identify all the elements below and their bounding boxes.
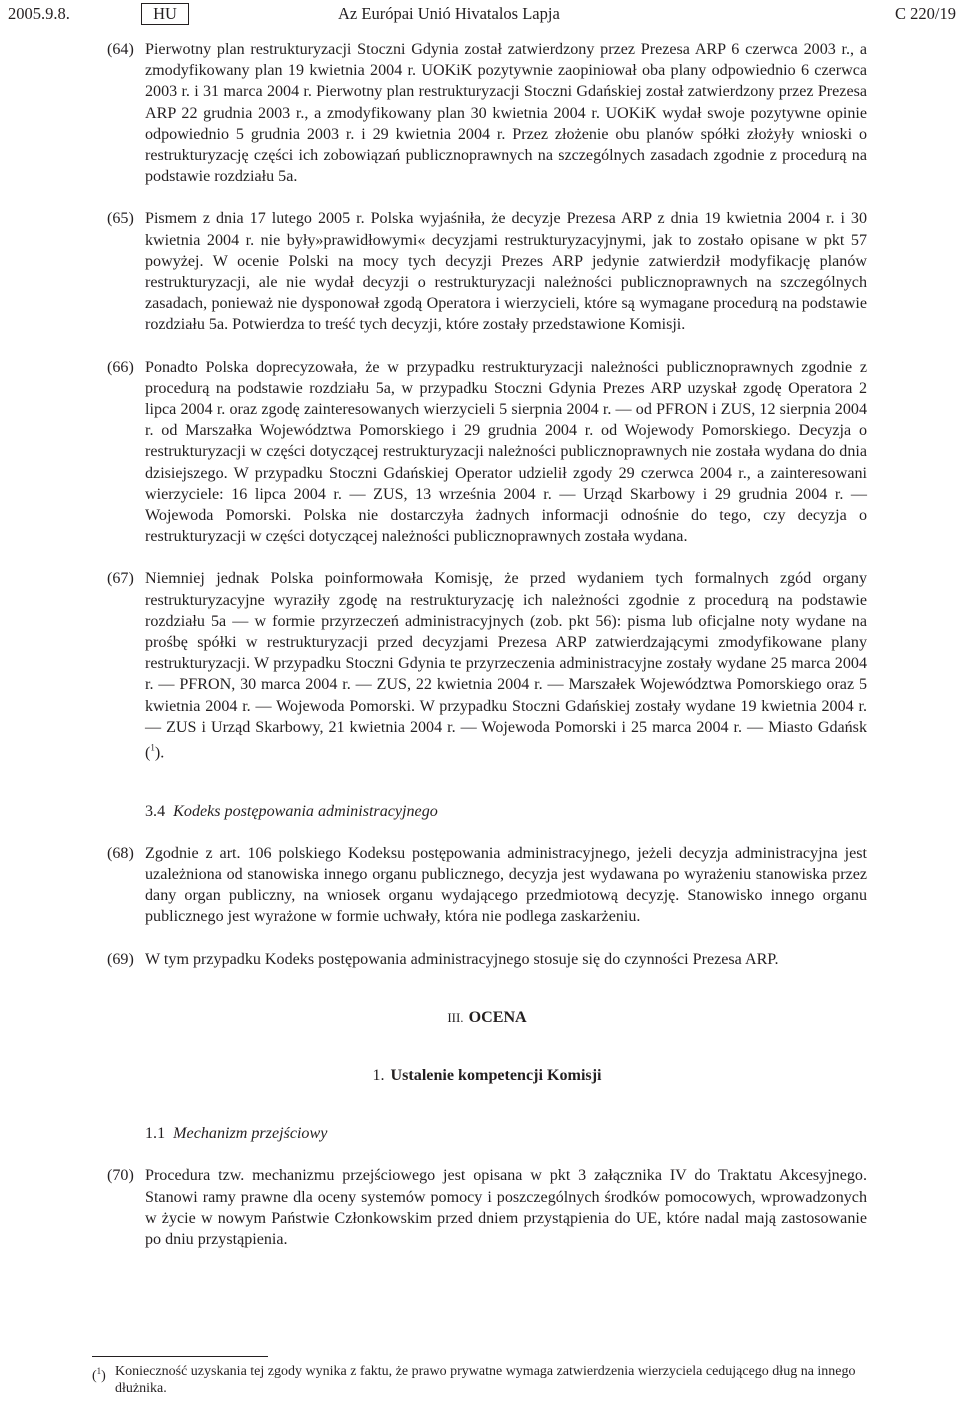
subsection-title: Mechanizm przejściowy: [173, 1125, 328, 1143]
paragraph-text: Procedura tzw. mechanizmu przejściowego jest opisana w pkt 3 załącznika IV do Traktatu Akcesyjnego. Stanowi ramy prawne dla oceny systemów pomocy i poszczególnych środków pomocowych, wprowadzonych w życie w nowym Państwie Członkowskim przed dniem przystąpienia do UE, które nadal mają zastosowanie po dniu przystąpienia.: [145, 1167, 867, 1249]
paragraph-text: Ponadto Polska doprecyzowała, że w przypadku restrukturyzacji należności publicznoprawnych zgodnie z procedurą na podstawie rozdziału 5a, w przypadku Stoczni Gdynia Prezes ARP uzyskał zgodę Operatora 2 lipca 2004 r. oraz zgodę zainteresowanych wierzycieli 5 sierpnia 2004 r. — od PFRON i ZUS, 12 sierpnia 2004 r. od Marszałka Województwa Pomorskiego i 29 grudnia 2004 r. od Wojewody Pomorskiego. Decyzja o restrukturyzacji w części dotyczącej restrukturyzacji należności publicznoprawnych nie została wydana do dnia dzisiejszego. W przypadku Stoczni Gdańskiej Operator udzielił zgody 29 czerwca 2004 r., a zainteresowani wierzyciele: 16 lipca 2004 r. — ZUS, 13 września 2004 r. — Urząd Skarbowy i 29 grudnia 2004 r. — Wojewoda Pomorski. Polska nie dostarczyła żadnych informacji odnośnie do tego, czy decyzja o restrukturyzacji w części dotyczącej należności publicznoprawnych została wydana.: [145, 358, 867, 546]
paragraph-text: Zgodnie z art. 106 polskiego Kodeksu postępowania administracyjnego, jeżeli decyzja administracyjna jest uzależniona od stanowiska innego organu publicznego, decyzja jest wydawana po wyrażeniu stanowiska przez dany organ publiczny, na wniosek organu wydającego przedmiotową decyzję. Stanowisko innego organu publicznego jest wyrażone w formie uchwały, która nie podlega zaskarżeniu.: [145, 844, 867, 926]
paragraph-70: [107, 1165, 867, 1250]
footnote-1: [92, 1363, 867, 1397]
language-code-box: HU: [141, 3, 189, 25]
publication-date: 2005.9.8.: [8, 4, 70, 23]
subsection-title: Kodeks postępowania administracyjnego: [173, 802, 438, 820]
paragraph-number: (69): [107, 950, 134, 968]
paragraph-number: (64): [107, 41, 134, 58]
footnote-marker: ($^1$): [92, 1366, 106, 1384]
paragraph-67: [107, 568, 867, 763]
paragraph-text-with-footnote: [145, 568, 867, 763]
page-reference: C 220/19: [895, 4, 956, 23]
footnote-separator: [92, 1356, 268, 1357]
paragraph-64: [107, 39, 867, 187]
subsection-number: 3.4: [145, 802, 166, 820]
paragraph-66: [107, 357, 867, 548]
paragraph-text: Pismem z dnia 17 lutego 2005 r. Polska wyjaśniła, że decyzje Prezesa ARP z dnia 19 kwietnia 2004 r. i 30 kwietnia 2004 r. nie były»prawidłowymi« decyzjami restrukturyzacyjnymi, jak to zostało opisane w pkt 57 powyżej. W ocenie Polski na mocy tych decyzji Prezes ARP jedynie zatwierdził modyfikację planów restrukturyzacji, ale nie wydał decyzji o restrukturyzacji należności publicznoprawnych na szczególnych zasadach, ponieważ nie dysponował zgodą Operatora i wierzycieli, które są wymagane procedurą na podstawie rozdziału 5a. Potwierdza to treść tych decyzji, które zostały przedstawione Komisji.: [145, 210, 867, 334]
paragraph-69: [107, 949, 867, 970]
paragraph-text: W tym przypadku Kodeks postępowania administracyjnego stosuje się do czynności Prezesa ARP.: [145, 950, 779, 968]
paragraph-number: (67): [107, 570, 134, 588]
page-header: [8, 3, 956, 25]
paragraph-number: (70): [107, 1167, 134, 1185]
paragraph-number: (68): [107, 844, 134, 862]
subsection-number: 1.1: [145, 1125, 166, 1143]
paragraph-text: Niemniej jednak Polska poinformowała Komisję, że przed wydaniem tych formalnych zgód organy restrukturyzacyjne wyraziły zgodę na restrukturyzację ich należności zgodnie z procedurą na podstawie rozdziału 5a — w formie przyrzeczeń administracyjnych (zob. pkt 56): pisma lub oficjalne noty wydane na prośbę spółki w restrukturyzacji przed decyzjami Prezesa ARP zatwierdzającymi zmodyfikowane plany restrukturyzacji. W przypadku Stoczni Gdynia te przyrzeczenia administracyjne zostały wydane 25 marca 2004 r. — PFRON, 30 marca 2004 r. — ZUS, 22 kwietnia 2004 r. — Marszałek Województwa Pomorskiego oraz 5 kwietnia 2004 r. — Wojewoda Pomorski. W przypadku Stoczni Gdańskiej zostały wydane 19 kwietnia 2004 r. — ZUS i Urząd Skarbowy, 21 kwietnia 2004 r. — Wojewoda Pomorski i 25 marca 2004 r. — Miasto Gdańsk (: [145, 570, 867, 762]
footnote-reference[interactable]: 1: [150, 743, 155, 754]
paragraph-text: Pierwotny plan restrukturyzacji Stoczni Gdynia został zatwierdzony przez Prezesa ARP 6 czerwca 2003 r., a zmodyfikowany plan 19 kwietnia 2004 r. UOKiK pozytywnie zaopiniował oba plany odpowiednio 6 czerwca 2003 r. i 31 marca 2004 r. Pierwotny plan restrukturyzacji Stoczni Gdańskiej został zatwierdzony przez Prezesa ARP 22 grudnia 2003 r., a zmodyfikowany plan 30 kwietnia 2004 r. UOKiK wydał swoje pozytywne opinie odpowiednio 5 grudnia 2003 r. i 29 kwietnia 2004 r. Przez złożenie obu planów spółki złożyły wnioski o restrukturyzację części ich zobowiązań publicznoprawnych na szczególnych zasadach zgodnie z procedurą na podstawie rozdziału 5a.: [145, 41, 867, 186]
paragraph-text-end: ).: [154, 744, 165, 762]
chapter-heading: [107, 1065, 867, 1086]
document-body: [107, 39, 867, 1271]
part-title: OCENA: [468, 1008, 527, 1026]
journal-title: Az Európai Unió Hivatalos Lapja: [338, 4, 560, 23]
paragraph-number: (65): [107, 210, 134, 228]
part-number: III.: [447, 1009, 464, 1025]
subsection-heading-3-4: [107, 801, 867, 822]
footnote-text: Konieczność uzyskania tej zgody wynika z faktu, że prawo prywatne wymaga zatwierdzenia wierzyciela cedującego dług na innego dłużnika.: [115, 1364, 856, 1396]
paragraph-68: [107, 843, 867, 928]
part-heading: [107, 1007, 867, 1028]
chapter-number: 1.: [372, 1067, 385, 1085]
paragraph-number: (66): [107, 358, 134, 376]
chapter-title: Ustalenie kompetencji Komisji: [390, 1067, 602, 1085]
paragraph-65: [107, 208, 867, 335]
subsection-heading-1-1: [107, 1123, 867, 1144]
